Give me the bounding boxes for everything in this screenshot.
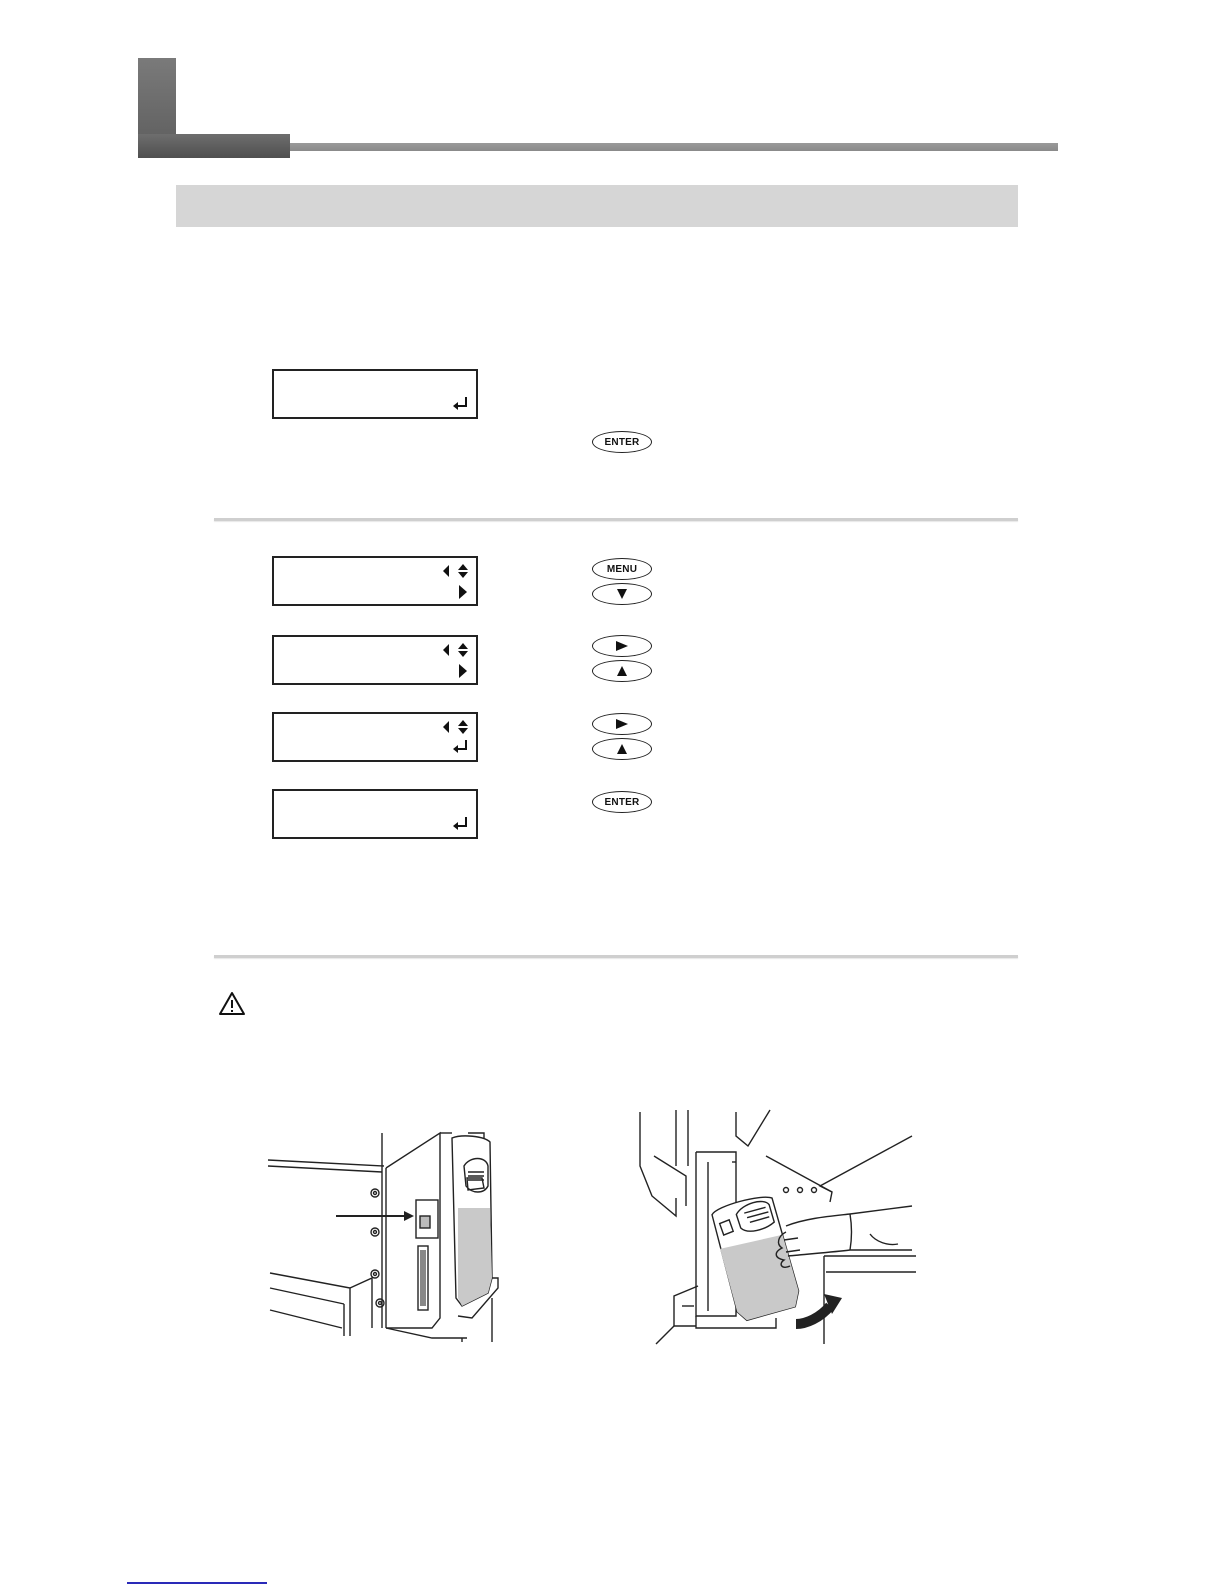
- right-triangle-icon: [458, 663, 468, 684]
- right-key[interactable]: [592, 713, 652, 735]
- enter-return-icon: [452, 395, 470, 418]
- up-arrow-icon: [617, 665, 627, 677]
- right-triangle-icon: [458, 584, 468, 605]
- right-arrow-icon: [615, 641, 629, 651]
- down-arrow-icon: [617, 588, 627, 600]
- enter-key[interactable]: ENTER: [592, 791, 652, 813]
- divider: [214, 955, 1018, 958]
- bottle-removal-illustration: [636, 1106, 916, 1351]
- enter-key[interactable]: ENTER: [592, 431, 652, 453]
- down-key[interactable]: [592, 583, 652, 605]
- lcd-display-2: [272, 556, 478, 606]
- menu-key[interactable]: MENU: [592, 558, 652, 580]
- chapter-tab-foot: [138, 134, 290, 158]
- lcd-display-4: [272, 712, 478, 762]
- up-key[interactable]: [592, 738, 652, 760]
- lcd-display-5: [272, 789, 478, 839]
- right-arrow-icon: [615, 719, 629, 729]
- lcd-display-3: [272, 635, 478, 685]
- drain-bottle-illustration: [262, 1128, 508, 1347]
- left-up-down-icon: [442, 640, 470, 665]
- up-arrow-icon: [617, 743, 627, 755]
- lcd-display-1: [272, 369, 478, 419]
- section-heading-band: [176, 185, 1018, 227]
- enter-return-icon: [452, 738, 470, 761]
- warning-icon: [218, 991, 246, 1022]
- right-key[interactable]: [592, 635, 652, 657]
- enter-return-icon: [452, 815, 470, 838]
- up-key[interactable]: [592, 660, 652, 682]
- left-up-down-icon: [442, 561, 470, 586]
- divider: [214, 518, 1018, 521]
- chapter-rule: [290, 143, 1058, 151]
